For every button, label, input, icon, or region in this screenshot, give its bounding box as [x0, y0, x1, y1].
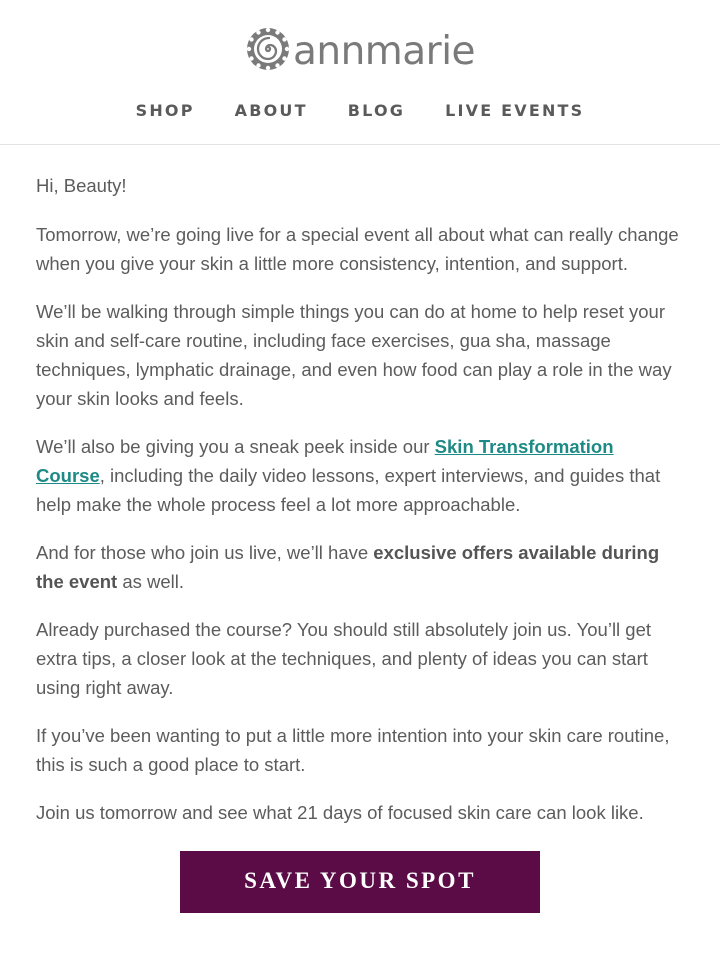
paragraph-intention: If you’ve been wanting to put a little more intention into your skin care routine, this is such a good place to start. [36, 725, 670, 775]
paragraph-offers-text-1: And for those who join us live, we’ll have [36, 542, 374, 563]
cta-container [36, 851, 684, 913]
main-nav [0, 101, 720, 120]
nav-blog[interactable]: BLOG [347, 101, 406, 120]
nav-live-events[interactable]: LIVE EVENTS [445, 101, 585, 120]
paragraph-intro: Tomorrow, we’re going live for a special event all about what can really change when you give your skin a little more consistency, intention, and support. [36, 224, 679, 274]
email-body [0, 145, 720, 913]
nav-shop[interactable]: SHOP [135, 101, 195, 120]
spiral-flower-icon [245, 26, 293, 77]
paragraph-join: Join us tomorrow and see what 21 days of focused skin care can look like. [36, 802, 644, 823]
paragraph-course [36, 432, 684, 519]
paragraph-offers [36, 538, 684, 596]
skin-transformation-course-link[interactable]: Skin Transformation Course [36, 436, 614, 486]
brand-logo[interactable] [0, 26, 720, 77]
paragraph-course-text-2: , including the daily video lessons, expert interviews, and guides that help make the whole process feel a lot more approachable. [36, 465, 661, 515]
paragraph-purchased: Already purchased the course? You should still absolutely join us. You’ll get extra tips, a closer look at the techniques, and plenty of ideas you can start using right away. [36, 619, 652, 698]
save-your-spot-button[interactable]: SAVE YOUR SPOT [180, 851, 540, 913]
email-header [0, 0, 720, 145]
paragraph-offers-text-2: as well. [117, 571, 185, 592]
paragraph-topics: We’ll be walking through simple things you can do at home to help reset your skin and self-care routine, including face exercises, gua sha, massage techniques, lymphatic drainage, and even how food can play a role in the way your skin looks and feels. [36, 301, 672, 409]
nav-about[interactable]: ABOUT [234, 101, 308, 120]
paragraph-course-text-1: We’ll also be giving you a sneak peek inside our [36, 436, 435, 457]
greeting: Hi, Beauty! [36, 175, 127, 196]
exclusive-offers-text: exclusive offers available during the event [36, 542, 660, 592]
brand-name: annmarie [292, 28, 476, 74]
